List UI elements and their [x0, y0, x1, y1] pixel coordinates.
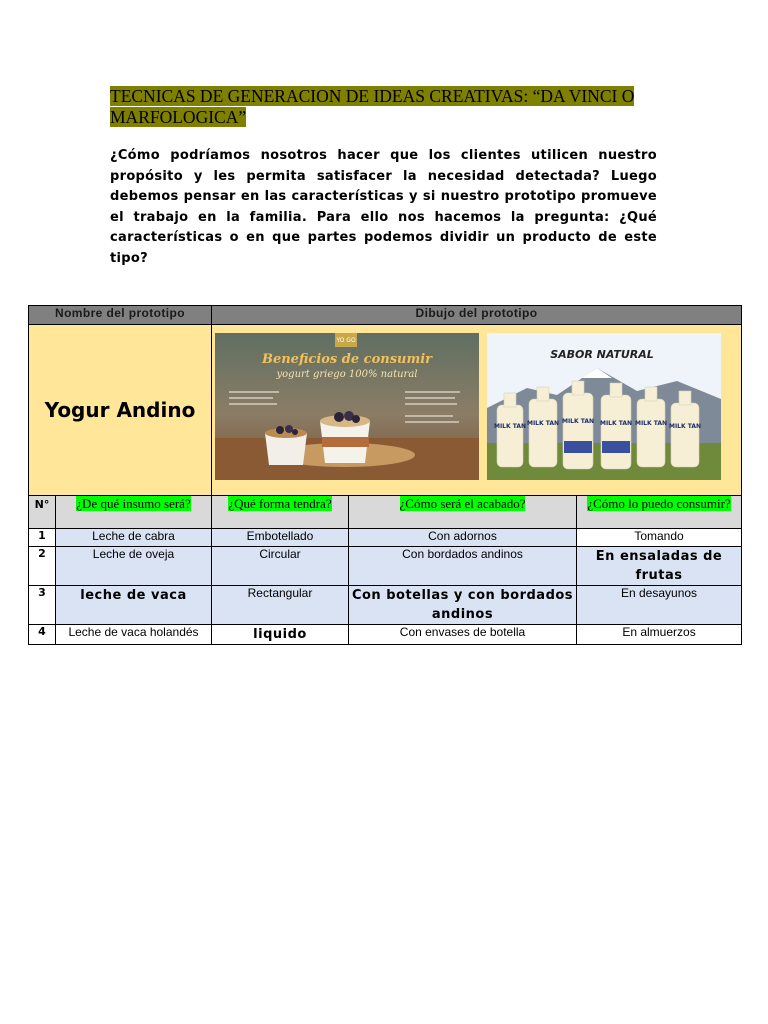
row-number: 1 — [29, 529, 56, 547]
prototype-name: Yogur Andino — [29, 325, 212, 496]
row-finish: Con adornos — [349, 529, 577, 547]
image1-title-2: yogurt griego 100% natural — [276, 369, 418, 380]
col-number-label: N° — [29, 496, 56, 529]
prototype-drawing-cell — [212, 325, 742, 496]
bottle-label-5: MILK TAN — [634, 420, 668, 427]
yogo-badge: YO GO — [336, 337, 356, 344]
question-consume: ¿Cómo lo puedo consumir? — [587, 496, 731, 511]
row-consume: En almuerzos — [577, 625, 742, 645]
table-row — [29, 625, 742, 645]
row-consume: En ensaladas de frutas — [577, 547, 742, 586]
row-finish: Con bordados andinos — [349, 547, 577, 586]
prototype-table — [28, 305, 742, 645]
bottle-label-4: MILK TAN — [599, 420, 633, 427]
header-prototype-drawing: Dibujo del prototipo — [212, 306, 742, 325]
row-input: leche de vaca — [56, 586, 212, 625]
question-shape: ¿Qué forma tendra? — [228, 496, 332, 511]
document-title — [110, 86, 658, 128]
row-consume: Tomando — [577, 529, 742, 547]
header-prototype-name: Nombre del prototipo — [29, 306, 212, 325]
bottle-label-6: MILK TAN — [668, 423, 702, 430]
row-consume: En desayunos — [577, 586, 742, 625]
question-finish-cell — [349, 496, 577, 529]
question-finish: ¿Cómo será el acabado? — [399, 496, 526, 511]
intro-paragraph: ¿Cómo podríamos nosotros hacer que los clientes utilicen nuestro propósito y les permita satisfacer la necesidad detectada? Luego debemos pensar en las características y si nuestro prototipo promueve el trabajo en la familia. Para ello nos hacemos la pregunta: ¿Qué características o en que partes podemos dividir un producto de este tipo? — [110, 148, 657, 266]
title-highlight: TECNICAS DE GENERACION DE IDEAS CREATIVAS: “DA VINCI O MARFOLOGICA” — [110, 86, 635, 127]
table-header-row — [29, 306, 742, 325]
table-row — [29, 547, 742, 586]
bottle-label-2: MILK TAN — [526, 420, 560, 427]
row-shape: Embotellado — [212, 529, 349, 547]
table-row — [29, 529, 742, 547]
row-input: Leche de oveja — [56, 547, 212, 586]
questions-row — [29, 496, 742, 529]
image2-banner: SABOR NATURAL — [550, 348, 654, 361]
row-shape: liquido — [212, 625, 349, 645]
bottle-label-3: MILK TAN — [561, 418, 595, 425]
milk-bottles-image — [487, 333, 721, 480]
prototype-image-row — [29, 325, 742, 496]
question-input: ¿De qué insumo será? — [76, 496, 191, 511]
row-input: Leche de cabra — [56, 529, 212, 547]
bottle-label-1: MILK TAN — [493, 423, 527, 430]
image1-title-1: Beneficios de consumir — [261, 352, 433, 367]
row-number: 2 — [29, 547, 56, 586]
table-row — [29, 586, 742, 625]
row-finish: Con botellas y con bordados andinos — [349, 586, 577, 625]
row-number: 3 — [29, 586, 56, 625]
question-shape-cell — [212, 496, 349, 529]
yogurt-benefits-image — [215, 333, 479, 480]
row-shape: Rectangular — [212, 586, 349, 625]
row-number: 4 — [29, 625, 56, 645]
question-consume-cell — [577, 496, 742, 529]
row-finish: Con envases de botella — [349, 625, 577, 645]
row-input: Leche de vaca holandés — [56, 625, 212, 645]
row-shape: Circular — [212, 547, 349, 586]
question-input-cell — [56, 496, 212, 529]
